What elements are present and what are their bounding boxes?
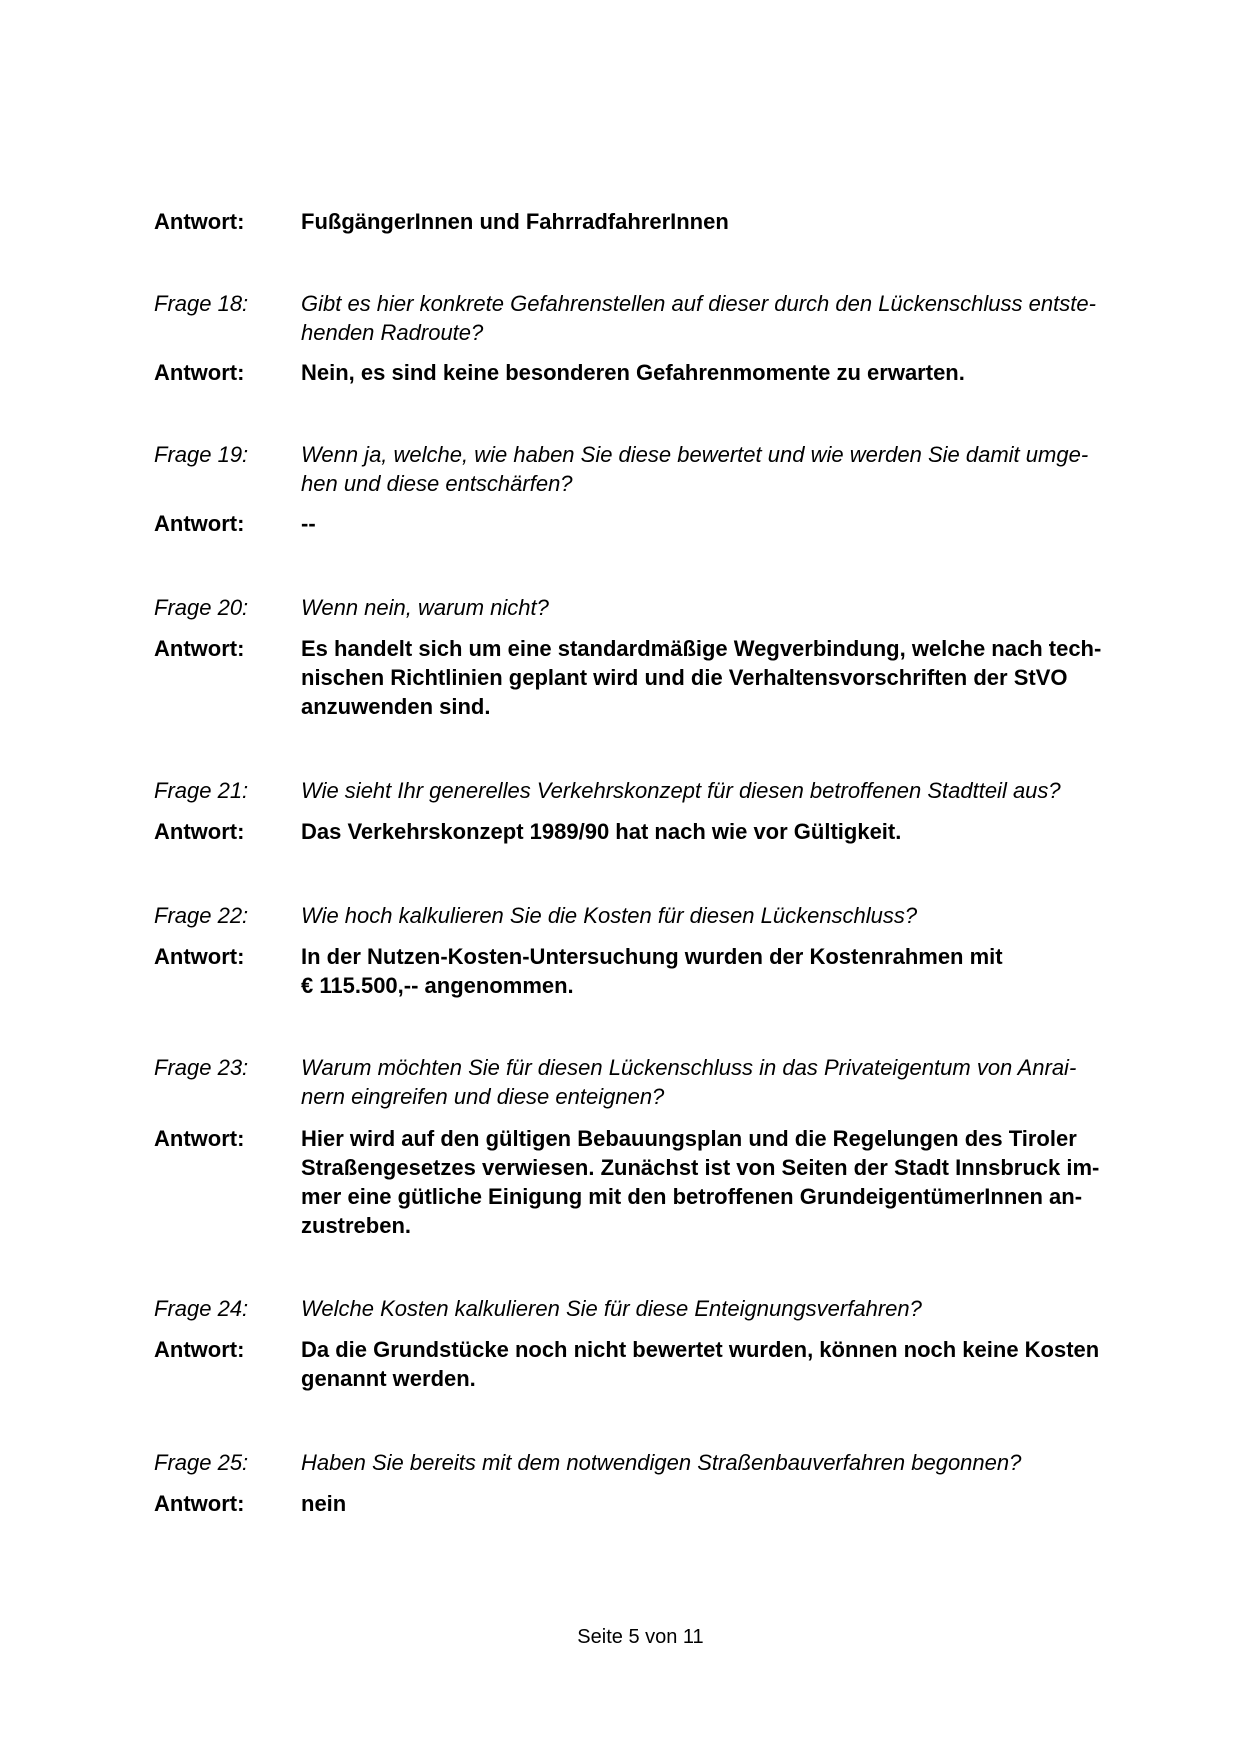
answer-label: Antwort: xyxy=(154,1337,245,1362)
question-text xyxy=(301,1294,1144,1323)
question-block-20 xyxy=(154,593,1144,622)
page-number: Seite 5 von 11 xyxy=(577,1626,704,1648)
question-text xyxy=(301,289,1144,347)
text-line: Wenn nein, warum nicht? xyxy=(301,595,549,620)
text-line: Wie hoch kalkulieren Sie die Kosten für diesen Lückenschluss? xyxy=(301,903,918,928)
question-text xyxy=(301,1448,1144,1477)
question-label: Frage 25: xyxy=(154,1450,249,1475)
question-label: Frage 22: xyxy=(154,903,249,928)
text-line: In der Nutzen-Kosten-Untersuchung wurden der Kostenrahmen mit xyxy=(301,944,1003,969)
answer-label: Antwort: xyxy=(154,1126,245,1151)
text-line: FußgängerInnen und FahrradfahrerInnen xyxy=(301,209,729,234)
answer-block xyxy=(154,207,1144,236)
question-label: Frage 21: xyxy=(154,778,249,803)
question-label: Frage 24: xyxy=(154,1296,249,1321)
answer-text xyxy=(301,509,1144,538)
question-block-25 xyxy=(154,1448,1144,1477)
question-label: Frage 23: xyxy=(154,1055,249,1080)
answer-text xyxy=(301,1489,1144,1518)
question-text xyxy=(301,901,1144,930)
answer-label: Antwort: xyxy=(154,511,245,536)
answer-label: Antwort: xyxy=(154,944,245,969)
question-block-21 xyxy=(154,776,1144,805)
question-block-19 xyxy=(154,440,1144,498)
text-line: Straßengesetzes verwiesen. Zunächst ist von Seiten der Stadt Innsbruck im- xyxy=(301,1155,1100,1180)
text-line: Gibt es hier konkrete Gefahrenstellen auf dieser durch den Lückenschluss entste- xyxy=(301,291,1096,316)
answer-block-20 xyxy=(154,634,1144,721)
text-line: henden Radroute? xyxy=(301,320,484,345)
text-line: Es handelt sich um eine standardmäßige Wegverbindung, welche nach tech- xyxy=(301,636,1102,661)
text-line: anzuwenden sind. xyxy=(301,694,491,719)
text-line: hen und diese entschärfen? xyxy=(301,471,573,496)
answer-label: Antwort: xyxy=(154,636,245,661)
question-block-22 xyxy=(154,901,1144,930)
text-line: Welche Kosten kalkulieren Sie für diese Enteignungsverfahren? xyxy=(301,1296,922,1321)
text-line: Wenn ja, welche, wie haben Sie diese bewertet und wie werden Sie damit umge- xyxy=(301,442,1089,467)
answer-block-25 xyxy=(154,1489,1144,1518)
question-text xyxy=(301,593,1144,622)
question-text xyxy=(301,1053,1144,1111)
text-line: Nein, es sind keine besonderen Gefahrenmomente zu erwarten. xyxy=(301,360,965,385)
question-label: Frage 20: xyxy=(154,595,249,620)
answer-text xyxy=(301,634,1144,721)
text-line: Haben Sie bereits mit dem notwendigen Straßenbauverfahren begonnen? xyxy=(301,1450,1022,1475)
answer-label: Antwort: xyxy=(154,819,245,844)
answer-text xyxy=(301,1335,1144,1393)
answer-text xyxy=(301,817,1144,846)
text-line: Das Verkehrskonzept 1989/90 hat nach wie vor Gültigkeit. xyxy=(301,819,902,844)
text-line: Wie sieht Ihr generelles Verkehrskonzept für diesen betroffenen Stadtteil aus? xyxy=(301,778,1061,803)
text-line: Hier wird auf den gültigen Bebauungsplan und die Regelungen des Tiroler xyxy=(301,1126,1077,1151)
question-label: Frage 19: xyxy=(154,442,249,467)
text-line: nern eingreifen und diese enteignen? xyxy=(301,1084,665,1109)
text-line: Warum möchten Sie für diesen Lückenschluss in das Privateigentum von Anrai- xyxy=(301,1055,1077,1080)
answer-block-22 xyxy=(154,942,1144,1000)
answer-label: Antwort: xyxy=(154,360,245,385)
answer-block-21 xyxy=(154,817,1144,846)
answer-text xyxy=(301,1124,1144,1240)
answer-block-24 xyxy=(154,1335,1144,1393)
text-line: nein xyxy=(301,1491,347,1516)
question-text xyxy=(301,776,1144,805)
answer-text xyxy=(301,358,1144,387)
text-line: mer eine gütliche Einigung mit den betroffenen GrundeigentümerInnen an- xyxy=(301,1184,1083,1209)
question-block-24 xyxy=(154,1294,1144,1323)
answer-block-23 xyxy=(154,1124,1144,1240)
text-line: genannt werden. xyxy=(301,1366,476,1391)
text-line: zustreben. xyxy=(301,1213,412,1238)
answer-label: Antwort: xyxy=(154,1491,245,1516)
question-block-18 xyxy=(154,289,1144,347)
text-line: -- xyxy=(301,511,316,536)
question-block-23 xyxy=(154,1053,1144,1111)
answer-text xyxy=(301,207,1144,236)
text-line: € 115.500,-- angenommen. xyxy=(301,973,574,998)
question-text xyxy=(301,440,1144,498)
text-line: nischen Richtlinien geplant wird und die Verhaltensvorschriften der StVO xyxy=(301,665,1068,690)
answer-block-18 xyxy=(154,358,1144,387)
answer-label: Antwort: xyxy=(154,209,245,234)
question-label: Frage 18: xyxy=(154,291,249,316)
text-line: Da die Grundstücke noch nicht bewertet wurden, können noch keine Kosten xyxy=(301,1337,1100,1362)
answer-block-19 xyxy=(154,509,1144,538)
answer-text xyxy=(301,942,1144,1000)
